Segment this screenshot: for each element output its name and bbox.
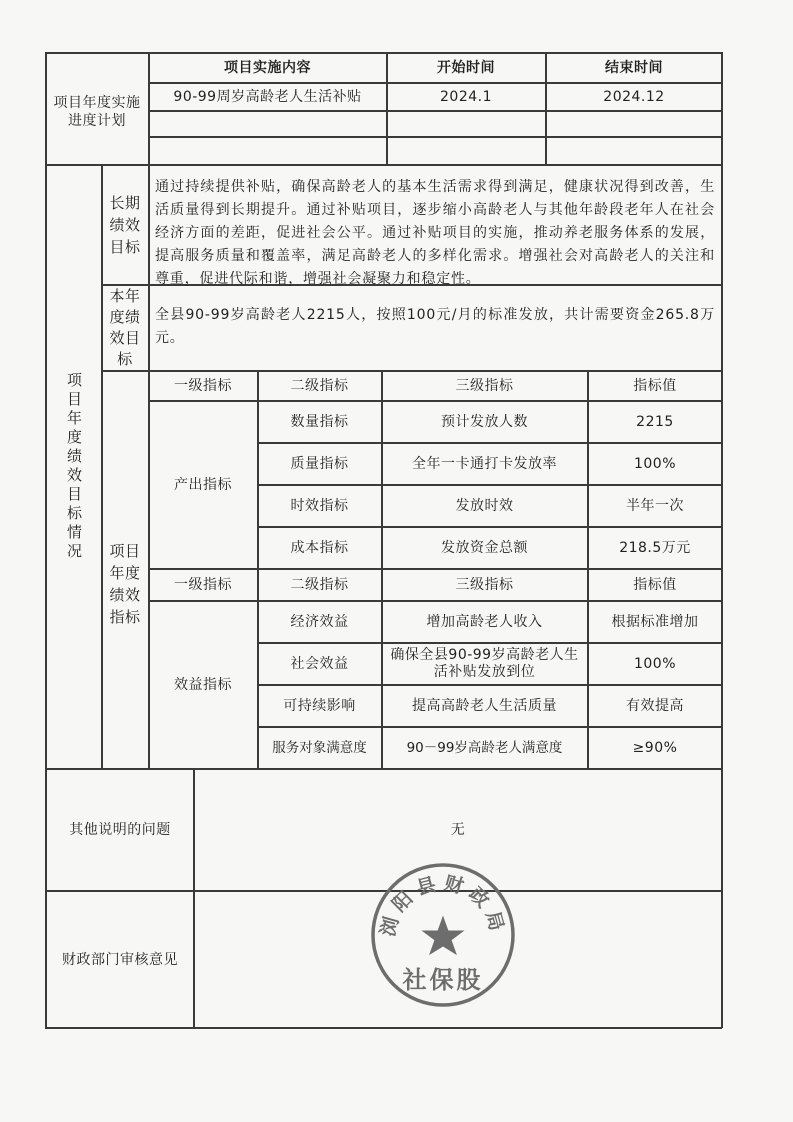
seal-top-text: 浏阳县财政局 [376,871,510,939]
table-row: 成本指标 [290,540,349,556]
indicator-header-l1: 一级指标 [174,378,232,394]
goals-section-label: 项目年度绩效目标情况 [65,372,83,562]
table-cell: 提高高龄老人生活质量 [412,698,557,714]
seal-bottom-text: 社保股 [402,966,484,994]
finance-review-label: 财政部门审核意见 [62,951,178,968]
table-cell: 218.5万元 [619,540,691,556]
indicator-header-l2: 二级指标 [290,378,349,394]
table-row: 数量指标 [290,414,349,430]
schedule-header-content: 项目实施内容 [224,60,311,76]
table-cell: 发放时效 [455,498,514,514]
indicator-header-l3-repeat: 三级指标 [455,577,514,593]
table-cell: 发放资金总额 [441,540,528,556]
annual-goal-label: 本年度绩效目标 [109,287,141,368]
schedule-row-content: 90-99周岁高龄老人生活补贴 [173,89,362,105]
other-issues-label: 其他说明的问题 [69,822,171,838]
table-row: 社会效益 [290,656,349,672]
table-cell: 预计发放人数 [441,414,528,430]
table-cell: 半年一次 [626,498,684,514]
star-icon [423,917,463,954]
schedule-header-end: 结束时间 [605,60,663,76]
table-cell: 100% [633,456,677,472]
table-cell: 100% [633,656,677,672]
table-cell: 增加高龄老人收入 [426,614,543,630]
benefit-group-label: 效益指标 [174,677,232,693]
indicator-header-l2-repeat: 二级指标 [290,577,349,593]
schedule-row-end: 2024.12 [603,89,665,105]
other-issues-value: 无 [450,822,466,838]
indicators-label: 项目年度绩效指标 [109,542,141,626]
table-cell: ≥90% [632,740,678,756]
table-cell: 90－99岁高龄老人满意度 [406,740,563,756]
output-group-label: 产出指标 [174,477,232,493]
table-cell: 2215 [636,414,674,430]
official-seal [368,860,518,1010]
schedule-row-start: 2024.1 [440,89,492,105]
indicator-header-value-repeat: 指标值 [633,577,677,593]
schedule-header-start: 开始时间 [437,60,495,76]
table-cell: 全年一卡通打卡发放率 [412,456,557,472]
indicator-header-l3: 三级指标 [455,378,514,394]
table-cell: 有效提高 [626,698,684,714]
table-row: 服务对象满意度 [272,740,367,756]
table-row: 可持续影响 [283,698,356,714]
annual-goal-text: 全县90-99岁高龄老人2215人，按照100元/月的标准发放，共计需要资金265.8万元。 [155,307,715,346]
long-term-goal-label: 长期绩效目标 [109,194,141,256]
table-row: 质量指标 [290,456,349,472]
indicator-header-l1-repeat: 一级指标 [174,577,232,593]
schedule-row-label: 项目年度实施进度计划 [53,95,141,129]
indicator-header-value: 指标值 [633,378,677,394]
table-cell: 确保全县90-99岁高龄老人生活补贴发放到位 [390,647,579,680]
table-cell: 根据标准增加 [611,614,699,630]
table-row: 时效指标 [290,498,349,514]
long-term-goal-text: 通过持续提供补贴，确保高龄老人的基本生活需求得到满足，健康状况得到改善，生活质量得到长期提升。通过补贴项目，逐步缩小高龄老人与其他年龄段老年人在社会经济方面的差距，促进社会公平。通过补贴项目的实施，推动养老服务体系的发展，提高服务质量和覆盖率，满足高龄老人的多样化需求。增强社会对高龄老人的关注和尊重，促进代际和谐，增强社会凝聚力和稳定性。 [155,179,715,287]
table-row: 经济效益 [290,614,349,630]
